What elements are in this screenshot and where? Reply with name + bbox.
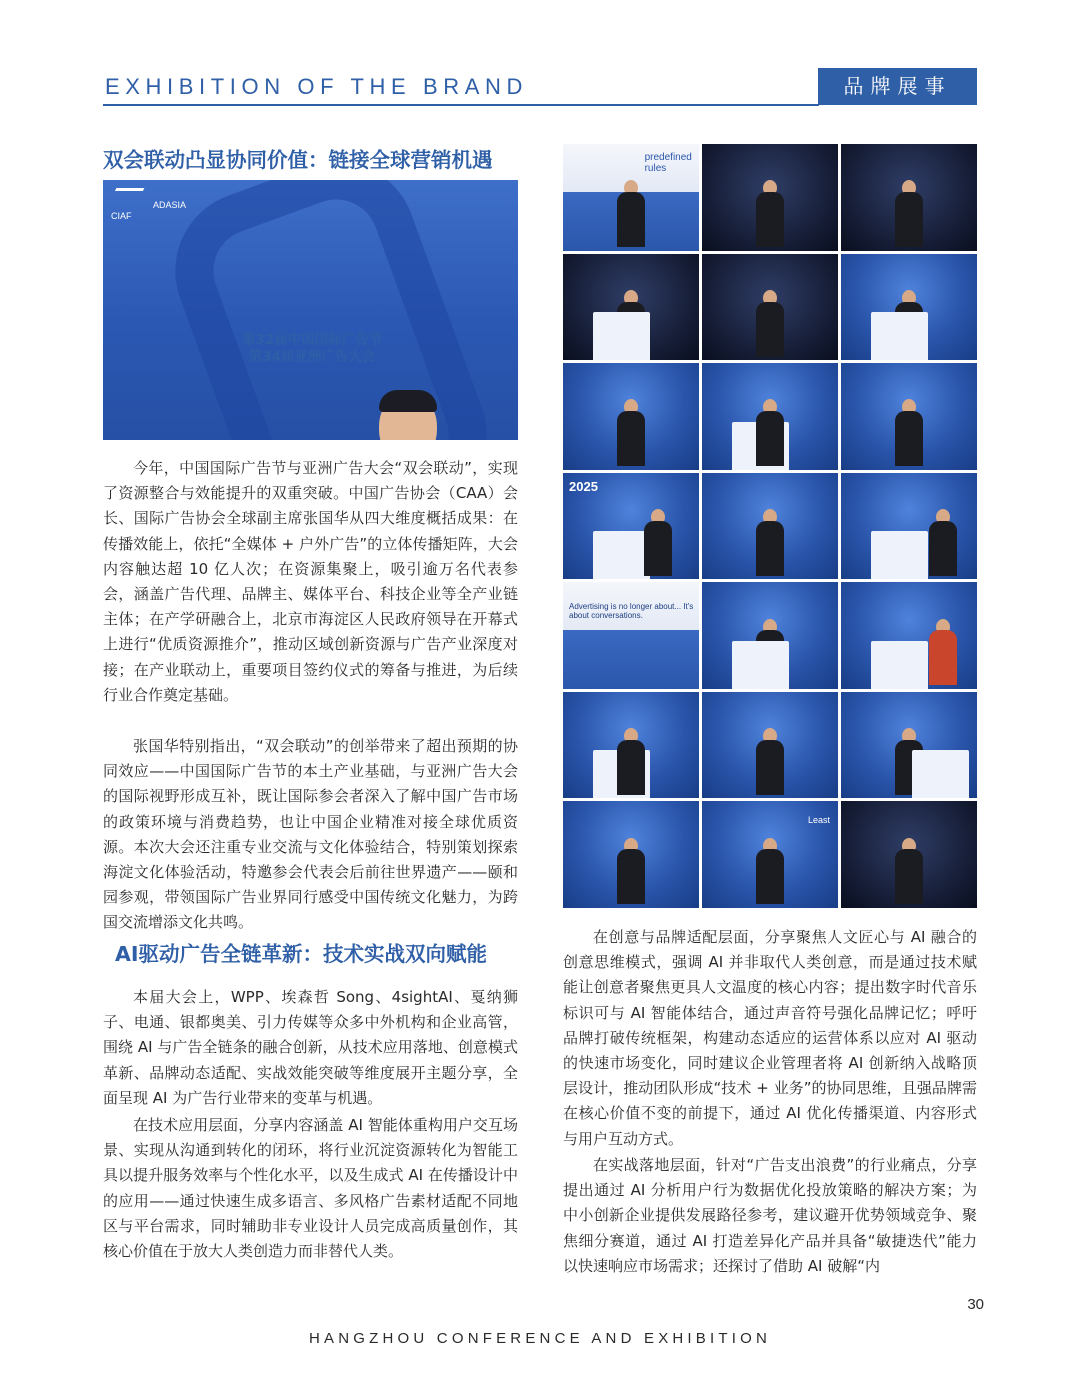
paragraph-1: 今年，中国国际广告节与亚洲广告大会“双会联动”，实现了资源整合与效能提升的双重突破。中国广告协会（CAA）会长、国际广告协会全球副主席张国华从四大维度概括成果：在传播效能上，依托“全媒体 + 户外广告”的立体传播矩阵，大会内容触达超 10 亿人次；在资源集聚上，吸引逾万名代表参会，涵盖广告代理、品牌主、媒体平台、科技企业等全产业链主体；在产学研融合上，北京市海淀区人民政府领导在开幕式上进行“优质资源推介”，推动区域创新资源与广告产业深度对接；在产业联动上，重要项目签约仪式的筹备与推进，为后续行业合作奠定基础。 [103,459,518,704]
header-rule [103,104,819,106]
paragraph-6: 在实战落地层面，针对“广告支出浪费”的行业痛点，分享提出通过 AI 分析用户行为数据优化投放策略的解决方案；为中小创新企业提供发展路径参考，建议避开优势领域竞争、聚焦细分赛道，通过 AI 打造差异化产品并具备“敏捷迭代”能力以快速响应市场需求；还探讨了借助 AI 破解“内 [563,1156,977,1275]
section2-title: AI驱动广告全链革新：技术实战双向赋能 [115,942,487,966]
paragraph-4: 在技术应用层面，分享内容涵盖 AI 智能体重构用户交互场景、实现从沟通到转化的闭环，将行业沉淀资源转化为智能工具以提升服务效率与个性化水平，以及生成式 AI 在传播设计中的应用——通过快速生成多语言、多风格广告素材适配不同地区与平台需求，同时辅助非专业设计人员完成高质量创作，其核心价值在于放大人类创造力而非替代人类。 [103,1116,518,1261]
paragraph-2: 张国华特别指出，“双会联动”的创举带来了超出预期的协同效应——中国国际广告节的本土产业基础，与亚洲广告大会的国际视野形成互补，既让国际参会者深入了解中国广告市场的政策环境与消费趋势，也让中国企业精准对接全球优质资源。本次大会还注重专业交流与文化体验结合，特别策划探索海淀文化体验活动，特邀参会代表会后前往世界遗产——颐和园参观，带领国际广告业界同行感受中国传统文化魅力，为跨国交流增添文化共鸣。 [103,737,518,932]
adasia-logo: ADASIA [153,199,187,210]
collage-photo [702,582,838,689]
slide-text: predefined rules [644,152,692,174]
collage-photo [702,473,838,580]
speaker-photo-collage [563,144,977,908]
section-header-en: EXHIBITION OF THE BRAND [105,74,528,99]
collage-photo [563,582,699,689]
collage-photo [841,144,977,251]
page-number: 30 [967,1296,984,1313]
event-logo [111,188,186,221]
collage-photo [702,254,838,361]
collage-photo [563,473,699,580]
background-ribbon [153,180,509,440]
collage-photo [702,692,838,799]
collage-photo [841,692,977,799]
collage-photo [702,144,838,251]
section1-title: 双会联动凸显协同价值：链接全球营销机遇 [103,148,493,172]
collage-photo [841,801,977,908]
collage-photo [702,363,838,470]
collage-photo [563,144,699,251]
collage-photo [841,254,977,361]
collage-photo [563,692,699,799]
collage-photo [841,473,977,580]
collage-photo [563,801,699,908]
collage-photo [563,363,699,470]
slide-text: Advertising is no longer about... It's about conversations. [569,602,694,621]
collage-photo [702,801,838,908]
speaker-photo [103,180,518,440]
slide-text: Least [807,815,830,826]
ciaf-logo: CIAF [111,188,139,221]
podium-lettering [224,332,400,366]
speaker-hair [379,390,437,412]
collage-photo [563,254,699,361]
collage-photo [841,363,977,470]
running-footer: HANGZHOU CONFERENCE AND EXHIBITION [309,1330,771,1347]
slide-year: 2025 [569,478,598,494]
paragraph-3: 本届大会上，WPP、埃森哲 Song、4sightAI、戛纳狮子、电通、银都奥美、引力传媒等众多中外机构和企业高管，围绕 AI 与广告全链条的融合创新，从技术应用落地、创意模式革新、品牌动态适配、实战效能突破等维度展开主题分享，全面呈现 AI 为广告行业带来的变革与机遇。 [103,988,518,1107]
paragraph-5: 在创意与品牌适配层面，分享聚焦人文匠心与 AI 融合的创意思维模式，强调 AI 并非取代人类创意，而是通过技术赋能让创意者聚焦更具人文温度的核心内容；提出数字时代音乐标识可与 AI 智能体结合，通过声音符号强化品牌记忆；呼吁品牌打破传统框架，构建动态适应的运营体系以应对 AI 驱动的快速市场变化，同时建议企业管理者将 AI 创新纳入战略顶层设计，推动团队形成“技术 + 业务”的协同思维，且强品牌需在核心价值不变的前提下，通过 AI 优化传播渠道、内容形式与用户互动方式。 [563,928,977,1148]
collage-photo [841,582,977,689]
section-header-cn: 品牌展事 [818,68,977,105]
podium-line-1: 第32届中国国际广告节 [241,332,383,348]
podium-line-2: 第34届亚洲广告大会 [248,349,376,365]
